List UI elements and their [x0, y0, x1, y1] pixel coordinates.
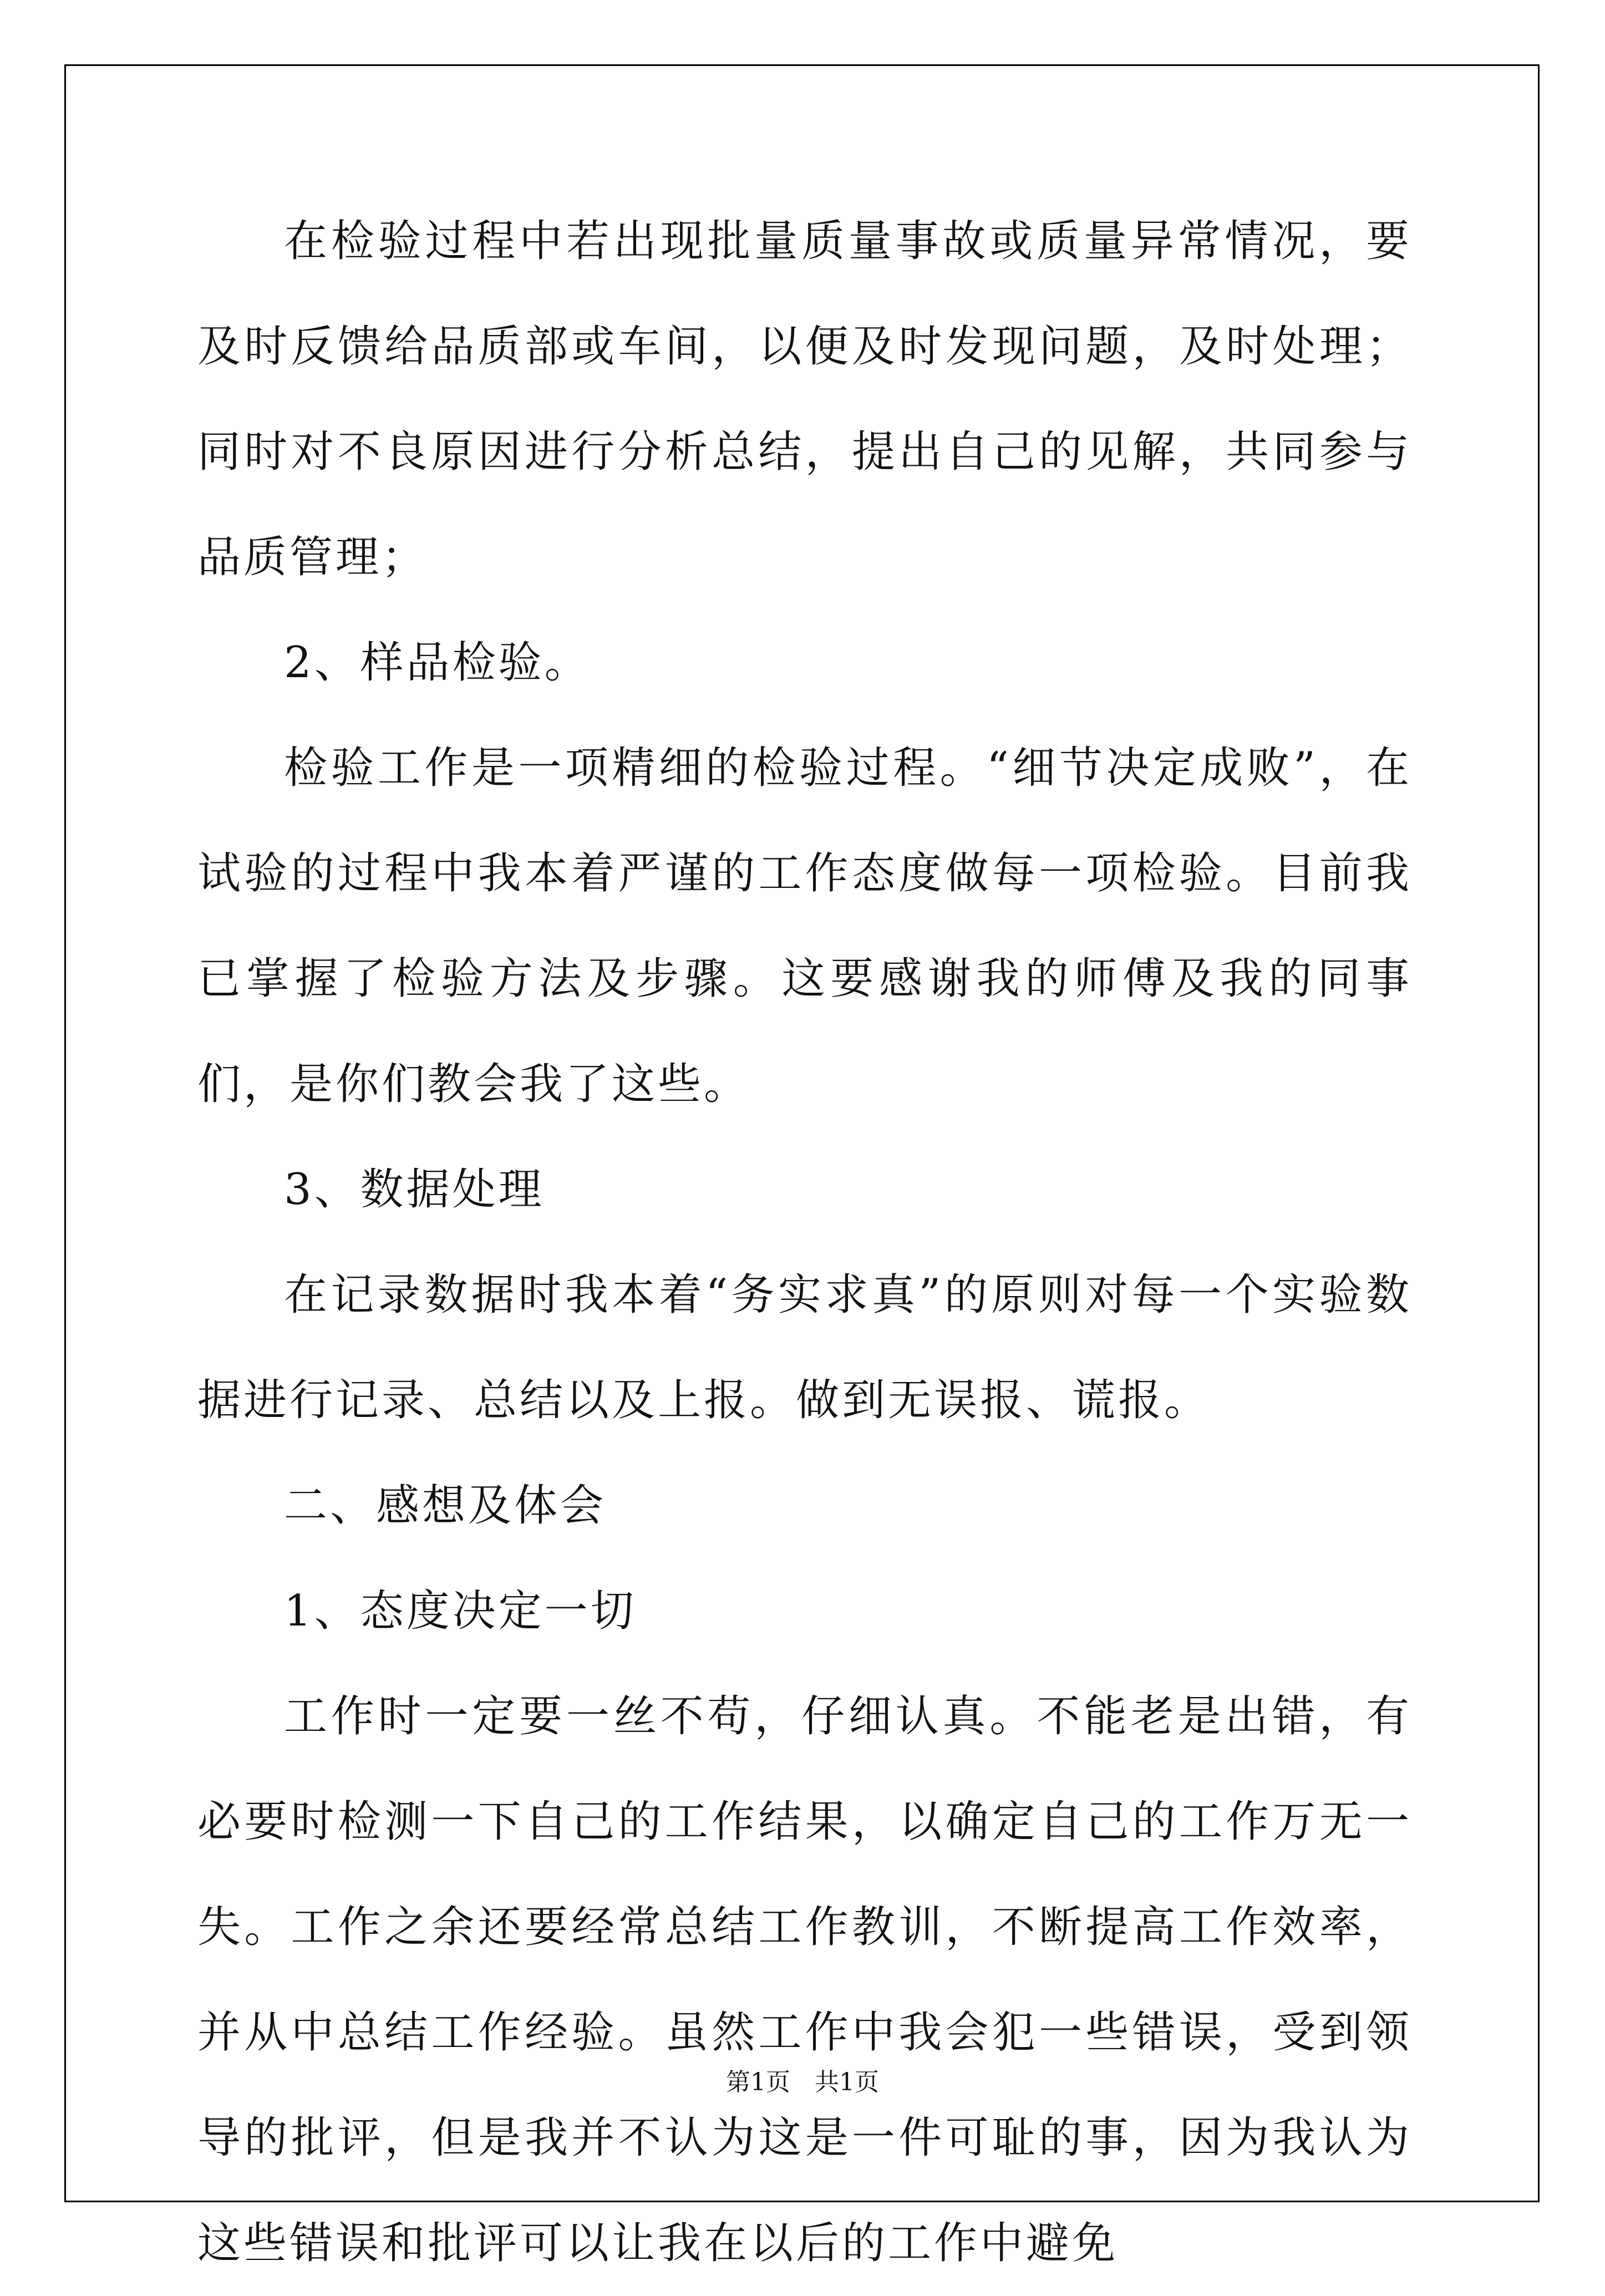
page-footer: 第1页 共1页: [726, 2068, 879, 2096]
paragraph-work-attitude: 工作时一定要一丝不苟，仔细认真。不能老是出错，有必要时检测一下自己的工作结果，以确定自己的工作万无一失。工作之余还要经常总结工作教训，不断提高工作效率，并从中总结工作经验。虽然工作中我会犯一些错误，受到领导的批评，但是我并不认为这是一件可耻的事，因为我认为这些错误和批评可以让我在以后的工作中避免: [197, 1691, 1412, 2268]
paragraph-quality-feedback: 在检验过程中若出现批量质量事故或质量异常情况，要及时反馈给品质部或车间，以便及时发现问题，及时处理；同时对不良原因进行分析总结，提出自己的见解，共同参与品质管理；: [197, 216, 1412, 582]
heading-sample-inspection: 2、样品检验。: [284, 638, 591, 688]
document-body: [197, 189, 1412, 2296]
paragraph-data-recording: 在记录数据时我本着“务实求真”的原则对每一个实验数据进行记录、总结以及上报。做到无误报、谎报。: [197, 1270, 1412, 1425]
heading-reflections: 二、感想及体会: [284, 1481, 607, 1531]
paragraph-inspection-work: 检验工作是一项精细的检验过程。“细节决定成败”，在试验的过程中我本着严谨的工作态度做每一项检验。目前我已掌握了检验方法及步骤。这要感谢我的师傅及我的同事们，是你们教会我了这些。: [197, 743, 1412, 1109]
heading-attitude: 1、态度决定一切: [284, 1586, 637, 1636]
heading-data-processing: 3、数据处理: [284, 1165, 545, 1215]
